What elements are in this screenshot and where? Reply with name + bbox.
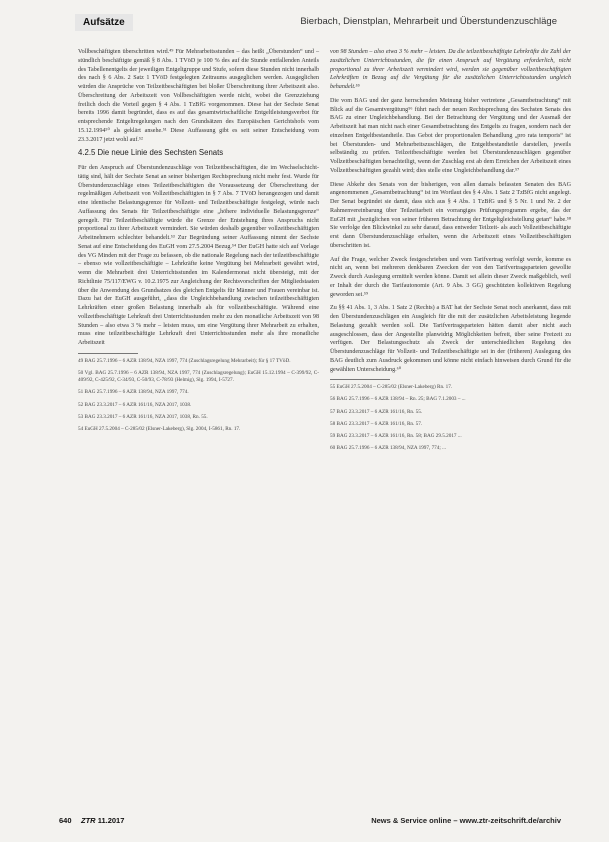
footnote: 54 EuGH 27.5.2004 – C-285/02 (Elsner-Lakeberg), Slg. 2004, I-5861, Rn. 17. [78, 425, 241, 432]
footnote: 50 Vgl. BAG 25.7.1996 – 6 AZR 138/94, NZA 1997, 774 (Zuschlagsregelung); EuGH 15.12.1994 – C-399/92, C-409/92, C-425/92, C-34/93, C-50/93, C-78/93 (Helmig), Slg. 1994, I-5727. [78, 369, 319, 384]
journal-info [81, 816, 124, 825]
body-paragraph: Die vom BAG und der ganz herrschenden Meinung bisher vertretene „Gesamtbetrachtung“ mit Blick auf die Gesamtvergütung⁵⁶ führt nach der neuen Rechtsprechung des Sechsten Senats des BAG zu einer Ungleichbehandlung. Bei der Betrachtung der Vergütung und der Ausmaß der Arbeitszeit hat man nicht nach einer Gesamtbetrachtung des Entgelts zu fragen, sondern nach der einzelnen Entgeltbestandteile. Das Gebot der proportionalen Behandlung „pro rata temporis“ ist bei Überstunden- und Mehrarbeitszuschlägen, die Entgeltbestandteile darstellen, jeweils selbständig zu prüfen. Teilzeitbeschäftigte werden bei Überstundenzuschlägen gegenüber Vollzeitbeschäftigten benachteiligt, wenn der Zuschlag erst ab dem Erreichen der Arbeitszeit eines Vollzeitbeschäftigten gezahlt wird; dies stelle eine Ungleichbehandlung dar.⁵⁷ [330, 97, 571, 174]
journal-issue: 11.2017 [97, 816, 125, 825]
archive-link[interactable]: News & Service online – www.ztr-zeitschrift.de/archiv [371, 816, 561, 825]
footnote-divider [78, 353, 138, 354]
running-title: Bierbach, Dienstplan, Mehrarbeit und Überstundenzuschläge [300, 16, 557, 27]
footnote: 53 BAG 23.3.2017 – 6 AZR 161/16, NZA 2017, 1038, Rn. 55. [78, 413, 208, 420]
body-paragraph: Auf die Frage, welcher Zweck festgeschrieben und vom Tarifvertrag verfolgt werde, komme es nicht an, wenn bei mehreren denkbaren Zwecken der von den Tarifvertragsparteien gewollte Zweck durch Auslegung ermittelt werden könne. Damit sei allein dieser Zweck maßgeblich, weil er Inhalt der durch die Tarifautonomie (Art. 9 Abs. 3 GG) geschützten kollektiven Regelung geworden sei.⁵⁹ [330, 256, 571, 298]
section-tag: Aufsätze [75, 14, 133, 31]
footnote-divider [330, 379, 390, 380]
right-column [330, 48, 571, 457]
body-paragraph: von 98 Stunden – also etwa 3 % mehr – leisten. Da die teilzeitbeschäftigte Lehrkräfte die Zahl der zusätzlichen Unterrichtsstunden, die für einen Anspruch auf Vergütung erforderlich, nicht proportional zu ihrer Arbeitszeit vermindert wird, werden sie gegenüber vollzeitbeschäftigten Lehrkräften in Bezug auf die Vergütung für die zusätzlichen Unterrichtsstunden ungleich behandelt.⁵⁵ [330, 49, 571, 90]
footnote: 49 BAG 25.7.1996 – 6 AZR 138/94, NZA 1997, 774 (Zuschlagsregelung Mehrarbeit); für § 17 TVöD. [78, 357, 291, 364]
page-number: 640 [59, 816, 72, 825]
body-paragraph: Vollbeschäftigten überschritten wird.⁴⁹ Für Mehrarbeitsstunden – das heißt „Überstunden“ und – stündlich beschäftigte gemäß § 8 Abs. 1 TVöD je 100 % des auf die Stunde entfallenden Anteils des Tabellenentgelts der jeweiligen Entgeltgruppe und Stufe, sofern diese Stunden nicht innerhalb des nach § 6 Abs. 2 Satz 1 TVöD festgelegten Zeitraums ausgeglichen werden. Ausgeglichen würden die Ansprüche von Teilzeitbeschäftigten bei bloßer Überschreitung ihrer Arbeitszeit also. Überschreitung der Arbeitszeit von Vollbeschäftigten werde nicht, wobei die Grenzziehung freilich doch die Vorteil gegen § 4 Abs. 1 TzBfG vorgenommen. Diese hat der Sechste Senat bereits 1996 damit begründet, dass es auf das gesamtwirtschaftliche Entgeltleistungsverbot für entsprechende Entgeltregelungen nach den Grundsätzen des Europäischen Gerichtshofs vom 15.12.1994⁵⁰ als geklärt ansehe.⁵¹ Diese Auffassung gibt es seit seiner Entscheidung vom 23.3.2017 jetzt wohl auf.⁵² [78, 49, 319, 143]
journal-logo: ZTR [81, 816, 96, 825]
left-column [78, 48, 319, 438]
body-paragraph: Diese Abkehr des Senats von der bisherigen, von allen damals befassten Senaten des BAG angenommenen „Gesamtbetrachtung“ ist im Wortlaut des § 4 Abs. 1 Satz 2 TzBfG nicht angelegt. Der Senat begründet sie damit, dass sich aus § 4 Abs. 1 TzBfG und § 5 Nr. 1 und Nr. 2 der Rahmenvereinbarung über Teilzeitarbeit ein vorrangiges Prüfungsprogramm ergebe, das der EuGH mit „bezüglichen von seiner früheren Betrachtung der Entgeltgleichstellung getan“ habe.⁵⁸ Sie verfolge den Blickwinkel zu sehr darauf, dass entweder Teilzeit- als auch Vollzeitbeschäftigte erst dann Überstundenzuschläge erhalten, wenn die Arbeitszeit eines Vollzeitbeschäftigten überschritten ist. [330, 181, 571, 249]
footnote: 58 BAG 23.3.2017 – 6 AZR 161/16, Rn. 57. [330, 420, 423, 427]
footnote: 51 BAG 25.7.1996 – 6 AZR 138/94, NZA 1997, 774. [78, 389, 189, 396]
footnote: 56 BAG 25.7.1996 – 6 AZR 138/94 – Rn. 25; BAG 7.1.2003 – ... [330, 396, 466, 403]
footnote: 52 BAG 23.3.2017 – 6 AZR 161/16, NZA 2017, 1038. [78, 401, 192, 408]
page-header [59, 10, 561, 38]
page-footer [59, 812, 561, 828]
section-heading: 4.2.5 Die neue Linie des Sechsten Senats [78, 148, 224, 158]
footnote: 55 EuGH 27.5.2004 – C-285/02 (Elsner-Lakeberg) Rn. 17. [330, 384, 453, 391]
footnote: 57 BAG 23.3.2017 – 6 AZR 161/16, Rn. 55. [330, 408, 423, 415]
footnote: 59 BAG 23.3.2017 – 6 AZR 161/16, Rn. 58; BAG 29.5.2017 ... [330, 433, 462, 440]
footnote: 60 BAG 25.7.1996 – 6 AZR 138/94, NZA 1997, 774; ... [330, 445, 447, 452]
body-paragraph: Für den Anspruch auf Überstundenzuschläge von Teilzeitbeschäftigten, die im Wechselschicht- tätig sind, hält der Sechste Senat an seiner bisherigen Rechtsprechung nicht mehr fest. Wurde für Überstundenzuschläge eines Teilzeitbeschäftigten die Voraussetzung der Überschreitung der regelmäßigen Arbeitszeit von Vollzeitbeschäftigten in § 7 Abs. 7 TVöD herangezogen und damit eine identische Belastungsgrenze für Vollzeit- und Teilzeitbeschäftigte festgelegt, würde nach Auffassung des Senats für Teilzeitbeschäftigte eine „höhere individuelle Belastungsgrenze“ geregelt. Für Teilzeitbeschäftigte würde die Grenze der Entstehung ihres Anspruchs nicht proportional zu ihrer Arbeitszeit vermindert. Sie würden deshalb gegenüber vollzeitbeschäftigten Arbeitnehmern schlechter behandelt.⁵³ Zur Begründung seiner Auffassung nimmt der Sechste Senat auf eine Entscheidung des EuGH vom 27.5.2004 Bezug.⁵⁴ Der EuGH hatte sich auf Vorlage des VG Minden mit der Frage zu befassen, ob die nationale Regelung nach der teilzeitbeschäftigte – ebenso wie vollzeitbeschäftigte – Lehrkräfte keine Vergütung bei Mehrarbeit gewährt wird, wenn die Mehrarbeit drei Unterrichtsstunden im Kalendermonat nicht übersteigt, mit der Richtlinie 75/117/EWG v. 10.2.1975 zur Angleichung der Rechtsvorschriften der Mitgliedstaaten über die Anwendung des Grundsatzes des gleichen Entgelts für Männer und Frauen vereinbar ist. Dazu hat der EuGH ausgeführt, „dass die Ungleichbehandlung zwischen teilzeitbeschäftigten Lehrkräften einer großen Belastung innerhalb als für vollzeitbeschäftigte. Während eine vollzeitbeschäftigte Lehrkraft drei Unterrichtsstunden mehr zu den monatliche Arbeitszeit von 98 Stunden – also etwa 3 % mehr – leisten muss, um eine Vergütung ihrer Mehrarbeit zu erhalten, muss eine teilzeitbeschäftigte Lehrkraft drei Unterrichtsstunden mehr als ihre monatliche Arbeitszeit [78, 165, 319, 346]
body-paragraph: Zu §§ 41 Abs. 1, 3 Abs. 1 Satz 2 (Rechts) a BAT hat der Sechste Senat noch anerkannt, dass mit den Überstundenzuschlägen ein Ausgleich für die mit der zusätzlichen Arbeitsleistung liegende Belastung gezahlt werden soll. Die Tarifvertragsparteien hätten damit aber nicht auch ausgeschlossen, dass der Angestellte planwidrig Möglichkeiten befreit, über seine Freizeit zu verfügen. Der Belastungsschutz als Zweck der unterschiedlichen Regelung des Überstundenzuschläge für Vollzeit- und Teilzeitbeschäftigte sei in der (früheren) Auslegung des BAG deutlich zum Ausdruck gekommen und könne nicht einfach hinweisen durch Grund für die gewählten Unterscheidung.⁶⁰ [330, 305, 571, 373]
